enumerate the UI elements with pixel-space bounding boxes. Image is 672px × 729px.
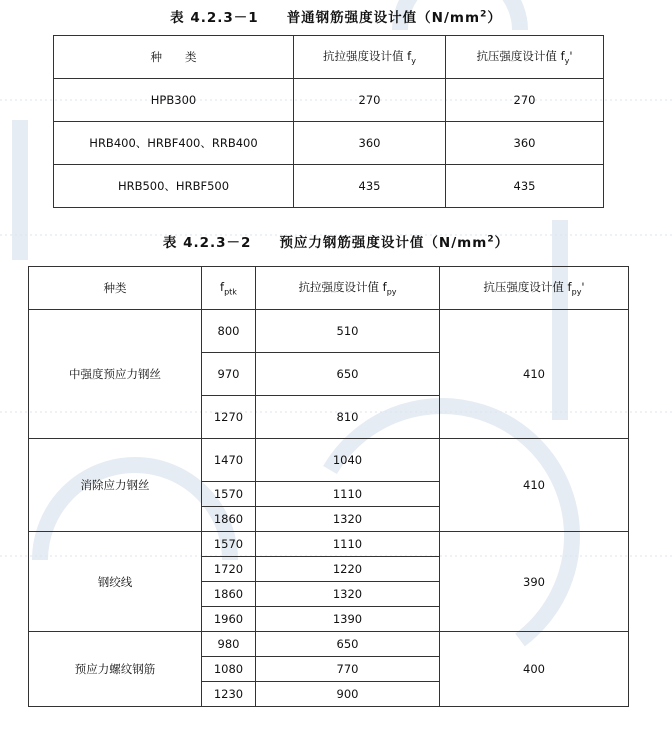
table2-caption-close: ） xyxy=(494,235,510,251)
table2-cell-fptk: 1860 xyxy=(202,507,256,532)
table2-caption-title: 预应力钢筋强度设计值（N/mm xyxy=(279,235,488,251)
table2-cell-fptk: 1570 xyxy=(202,532,256,557)
table2-cell-tension: 900 xyxy=(256,682,440,707)
table1-header-tension-label: 抗拉强度设计值 f xyxy=(323,49,412,64)
table2-cell-fptk: 1860 xyxy=(202,582,256,607)
table2-cell-tension: 1320 xyxy=(256,507,440,532)
table1-cell-compression: 270 xyxy=(446,79,604,122)
table2-cell-compression: 400 xyxy=(440,632,629,707)
table1-header-compression-sub: y xyxy=(564,56,570,66)
table1 xyxy=(53,35,604,208)
table2-header-compression xyxy=(440,267,629,310)
table2-header-fptk-sub: ptk xyxy=(224,287,237,297)
table2-cell-fptk: 1270 xyxy=(202,396,256,439)
table2-cell-compression: 390 xyxy=(440,532,629,632)
table2-cell-fptk: 970 xyxy=(202,353,256,396)
table2-cell-fptk: 800 xyxy=(202,310,256,353)
table2-cell-fptk: 1470 xyxy=(202,439,256,482)
table2-cell-tension: 1040 xyxy=(256,439,440,482)
table1-cell-kind: HPB300 xyxy=(54,79,294,122)
table2-header-kind: 种类 xyxy=(29,267,202,310)
table2-cell-fptk: 980 xyxy=(202,632,256,657)
table2-cell-tension: 1110 xyxy=(256,532,440,557)
table2-cell-tension: 1220 xyxy=(256,557,440,582)
table2-header-tension-label: 抗拉强度设计值 f xyxy=(298,280,387,295)
table1-header-kind: 种 类 xyxy=(54,36,294,79)
table2-cell-tension: 650 xyxy=(256,632,440,657)
table2-cell-tension: 510 xyxy=(256,310,440,353)
table2-cell-tension: 810 xyxy=(256,396,440,439)
table2-cell-tension: 1110 xyxy=(256,482,440,507)
table-row xyxy=(54,165,604,208)
table1-header-tension xyxy=(294,36,446,79)
table2-caption-sup: 2 xyxy=(487,234,495,245)
table2-caption-number: 表 4.2.3－2 xyxy=(162,235,252,251)
table1-caption-close: ） xyxy=(487,10,502,26)
table1-caption-title: 普通钢筋强度设计值（N/mm xyxy=(286,10,481,26)
table1-cell-tension: 270 xyxy=(294,79,446,122)
table1-cell-kind: HRB400、HRBF400、RRB400 xyxy=(54,122,294,165)
table1-header-compression xyxy=(446,36,604,79)
table1-header-row xyxy=(54,36,604,79)
table2-caption xyxy=(0,231,672,251)
table-row xyxy=(54,79,604,122)
table2-header-compression-prime: ' xyxy=(581,280,585,295)
table-row xyxy=(29,632,629,657)
table2-cell-tension: 1320 xyxy=(256,582,440,607)
table1-header-compression-label: 抗压强度设计值 f xyxy=(476,49,565,64)
table1-caption-number: 表 4.2.3－1 xyxy=(170,10,259,26)
table2-cell-fptk: 1080 xyxy=(202,657,256,682)
table2-header-fptk xyxy=(202,267,256,310)
table2-cell-fptk: 1720 xyxy=(202,557,256,582)
table2-header-tension xyxy=(256,267,440,310)
table1-body xyxy=(54,79,604,208)
table2-cell-tension: 650 xyxy=(256,353,440,396)
table2-cell-kind: 预应力螺纹钢筋 xyxy=(29,632,202,707)
table2-cell-fptk: 1960 xyxy=(202,607,256,632)
table1-header-tension-sub: y xyxy=(411,56,416,66)
table1-header-compression-prime: ' xyxy=(569,49,573,64)
table2-cell-compression: 410 xyxy=(440,439,629,532)
table-row xyxy=(54,122,604,165)
table-row xyxy=(29,310,629,353)
table1-cell-compression: 360 xyxy=(446,122,604,165)
table2-header-tension-sub: py xyxy=(386,287,397,297)
table2-header-fptk-label: f xyxy=(220,279,225,294)
table1-caption-sup: 2 xyxy=(480,9,488,20)
table2-cell-tension: 770 xyxy=(256,657,440,682)
table2-cell-kind: 消除应力钢丝 xyxy=(29,439,202,532)
table-row xyxy=(29,532,629,557)
table2 xyxy=(28,266,629,707)
table2-cell-fptk: 1570 xyxy=(202,482,256,507)
table1-cell-kind: HRB500、HRBF500 xyxy=(54,165,294,208)
table2-cell-compression: 410 xyxy=(440,310,629,439)
table1-cell-tension: 435 xyxy=(294,165,446,208)
table2-header-row xyxy=(29,267,629,310)
table1-cell-compression: 435 xyxy=(446,165,604,208)
table2-cell-kind: 中强度预应力钢丝 xyxy=(29,310,202,439)
table2-header-compression-sub: py xyxy=(571,287,582,297)
table2-cell-tension: 1390 xyxy=(256,607,440,632)
table2-cell-fptk: 1230 xyxy=(202,682,256,707)
table-row xyxy=(29,439,629,482)
table1-caption xyxy=(0,6,672,26)
table1-cell-tension: 360 xyxy=(294,122,446,165)
table2-cell-kind: 钢绞线 xyxy=(29,532,202,632)
table2-header-compression-label: 抗压强度设计值 f xyxy=(483,280,572,295)
table2-body xyxy=(29,310,629,707)
